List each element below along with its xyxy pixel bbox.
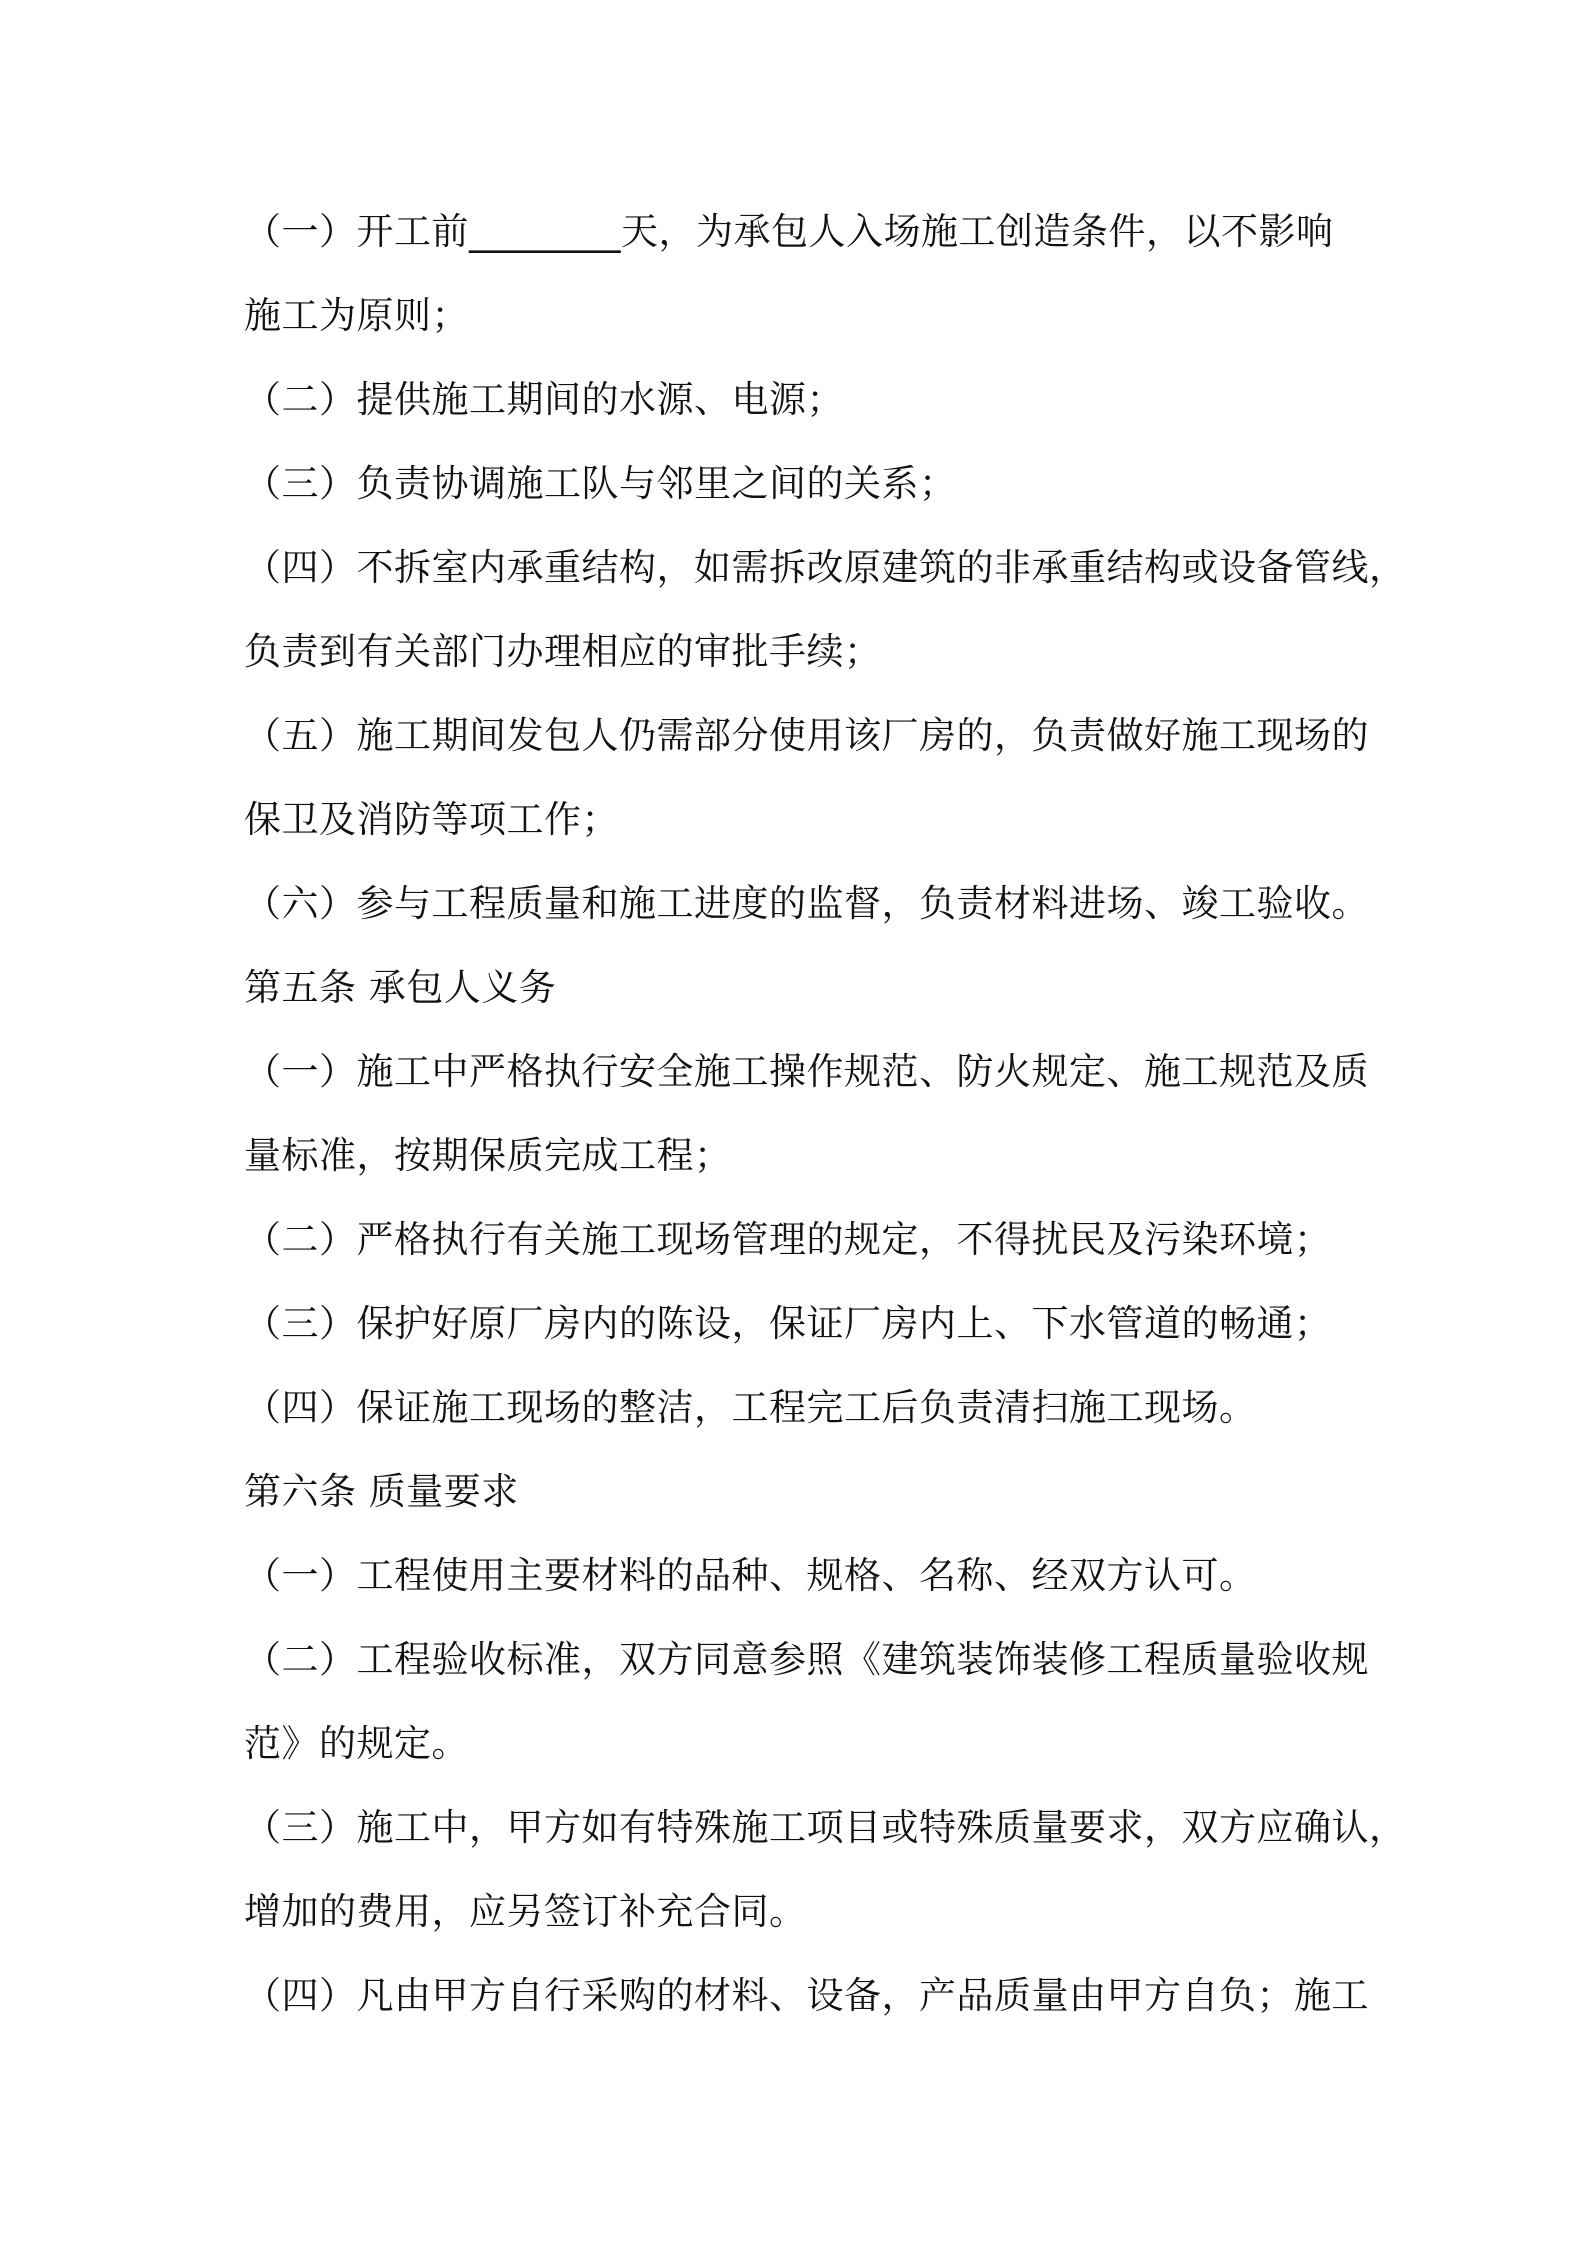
- clause-line: 施工为原则；: [244, 294, 469, 337]
- clause-line: （一）开工前________天，为承包人入场施工创造条件，以不影响: [244, 210, 1334, 253]
- clause-line: （四）凡由甲方自行采购的材料、设备，产品质量由甲方自负；施工: [244, 1974, 1369, 2017]
- clause-line: （二）严格执行有关施工现场管理的规定，不得扰民及污染环境；: [244, 1218, 1332, 1261]
- clause-line: 保卫及消防等项工作；: [244, 798, 619, 841]
- clause-line: （六）参与工程质量和施工进度的监督，负责材料进场、竣工验收。: [244, 882, 1369, 925]
- clause-line: （二）提供施工期间的水源、电源；: [244, 378, 844, 421]
- clause-line: 负责到有关部门办理相应的审批手续；: [244, 630, 882, 673]
- clause-line: 范》的规定。: [244, 1722, 469, 1765]
- clause-line: （一）施工中严格执行安全施工操作规范、防火规定、施工规范及质: [244, 1050, 1369, 1093]
- clause-line: （三）施工中，甲方如有特殊施工项目或特殊质量要求，双方应确认，: [244, 1806, 1407, 1849]
- clause-line: （五）施工期间发包人仍需部分使用该厂房的，负责做好施工现场的: [244, 714, 1369, 757]
- clause-line: （三）负责协调施工队与邻里之间的关系；: [244, 462, 957, 505]
- clause-line: （四）不拆室内承重结构，如需拆改原建筑的非承重结构或设备管线，: [244, 546, 1407, 589]
- article-heading: 第五条 承包人义务: [244, 966, 557, 1009]
- clause-line: （四）保证施工现场的整洁，工程完工后负责清扫施工现场。: [244, 1386, 1257, 1429]
- article-heading: 第六条 质量要求: [244, 1470, 519, 1513]
- clause-line: 量标准，按期保质完成工程；: [244, 1134, 732, 1177]
- document-body: [244, 190, 1407, 2038]
- clause-line: （二）工程验收标准，双方同意参照《建筑装饰装修工程质量验收规: [244, 1638, 1369, 1681]
- clause-line: 增加的费用，应另签订补充合同。: [244, 1890, 807, 1933]
- clause-line: （一）工程使用主要材料的品种、规格、名称、经双方认可。: [244, 1554, 1257, 1597]
- clause-line: （三）保护好原厂房内的陈设，保证厂房内上、下水管道的畅通；: [244, 1302, 1332, 1345]
